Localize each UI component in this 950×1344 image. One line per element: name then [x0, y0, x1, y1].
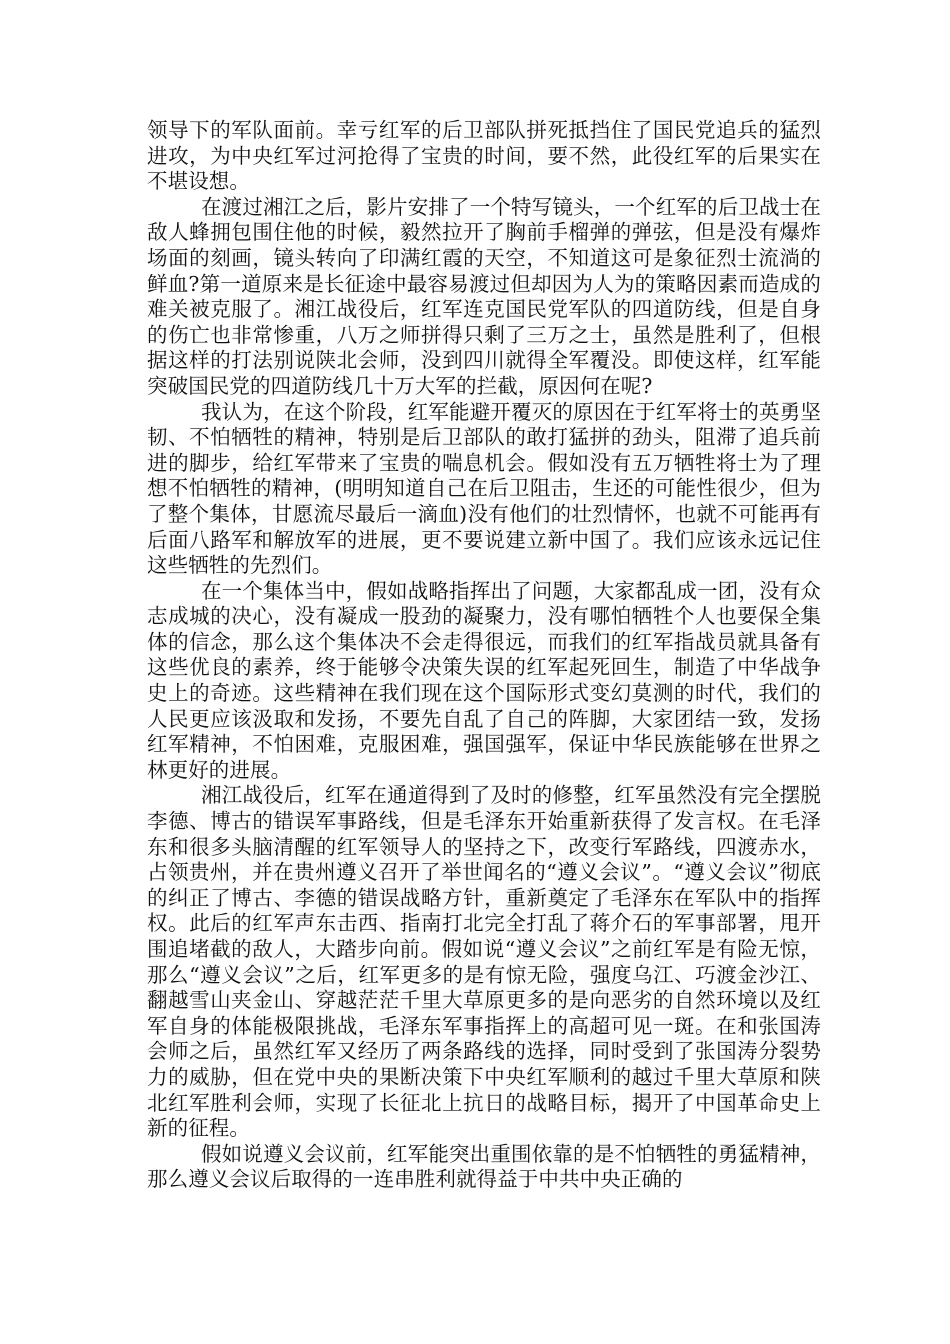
- paragraph-3: 我认为，在这个阶段，红军能避开覆灭的原因在于红军将士的英勇坚韧、不怕牺牲的精神，特别是后卫部队的敢打猛拼的劲头，阻滞了追兵前进的脚步，给红军带来了宝贵的喘息机会。假如没有五万牺牲将士为了理想不怕牺牲的精神，(明明知道自己在后卫阻击，生还的可能性很少，但为了整个集体，甘愿流尽最后一滴血)没有他们的壮烈情怀，也就不可能再有后面八路军和解放军的进展，更不要说建立新中国了。我们应该永远记住这些牺牲的先烈们。: [147, 399, 821, 578]
- paragraph-4: 在一个集体当中，假如战略指挥出了问题，大家都乱成一团，没有众志成城的决心，没有凝成一股劲的凝聚力，没有哪怕牺牲个人也要保全集体的信念，那么这个集体决不会走得很远，而我们的红军指战员就具备有这些优良的素养，终于能够令决策失误的红军起死回生，制造了中华战争史上的奇迹。这些精神在我们现在这个国际形式变幻莫测的时代，我们的人民更应该汲取和发扬，不要先自乱了自己的阵脚，大家团结一致，发扬红军精神，不怕困难，克服困难，强国强军，保证中华民族能够在世界之林更好的进展。: [147, 578, 821, 782]
- paragraph-6: 假如说遵义会议前，红军能突出重围依靠的是不怕牺牲的勇猛精神，那么遵义会议后取得的一连串胜利就得益于中共中央正确的: [147, 1141, 821, 1192]
- document-body: [147, 118, 821, 1193]
- paragraph-5: 湘江战役后，红军在通道得到了及时的修整，红军虽然没有完全摆脱李德、博古的错误军事路线，但是毛泽东开始重新获得了发言权。在毛泽东和很多头脑清醒的红军领导人的坚持之下，改变行军路线，四渡赤水，占领贵州，并在贵州遵义召开了举世闻名的“遵义会议”。“遵义会议”彻底的纠正了博古、李德的错误战略方针，重新奠定了毛泽东在军队中的指挥权。此后的红军声东击西、指南打北完全打乱了蒋介石的军事部署，甩开围追堵截的敌人，大踏步向前。假如说“遵义会议”之前红军是有险无惊，那么“遵义会议”之后，红军更多的是有惊无险，强度乌江、巧渡金沙江、翻越雪山夹金山、穿越茫茫千里大草原更多的是向恶劣的自然环境以及红军自身的体能极限挑战，毛泽东军事指挥上的高超可见一斑。在和张国涛会师之后，虽然红军又经历了两条路线的选择，同时受到了张国涛分裂势力的威胁，但在党中央的果断决策下中央红军顺利的越过千里大草原和陕北红军胜利会师，实现了长征北上抗日的战略目标，揭开了中国革命史上新的征程。: [147, 783, 821, 1141]
- paragraph-1: 领导下的军队面前。幸亏红军的后卫部队拼死抵挡住了国民党追兵的猛烈进攻，为中央红军过河抢得了宝贵的时间，要不然，此役红军的后果实在不堪设想。: [147, 118, 821, 194]
- paragraph-2: 在渡过湘江之后，影片安排了一个特写镜头，一个红军的后卫战士在敌人蜂拥包围住他的时候，毅然拉开了胸前手榴弹的弹弦，但是没有爆炸场面的刻画，镜头转向了印满红霞的天空，不知道这可是象征烈士流淌的鲜血?第一道原来是长征途中最容易渡过但却因为人为的策略因素而造成的难关被克服了。湘江战役后，红军连克国民党军队的四道防线，但是自身的伤亡也非常惨重，八万之师拼得只剩了三万之士，虽然是胜利了，但根据这样的打法别说陕北会师，没到四川就得全军覆没。即使这样，红军能突破国民党的四道防线几十万大军的拦截，原因何在呢?: [147, 194, 821, 398]
